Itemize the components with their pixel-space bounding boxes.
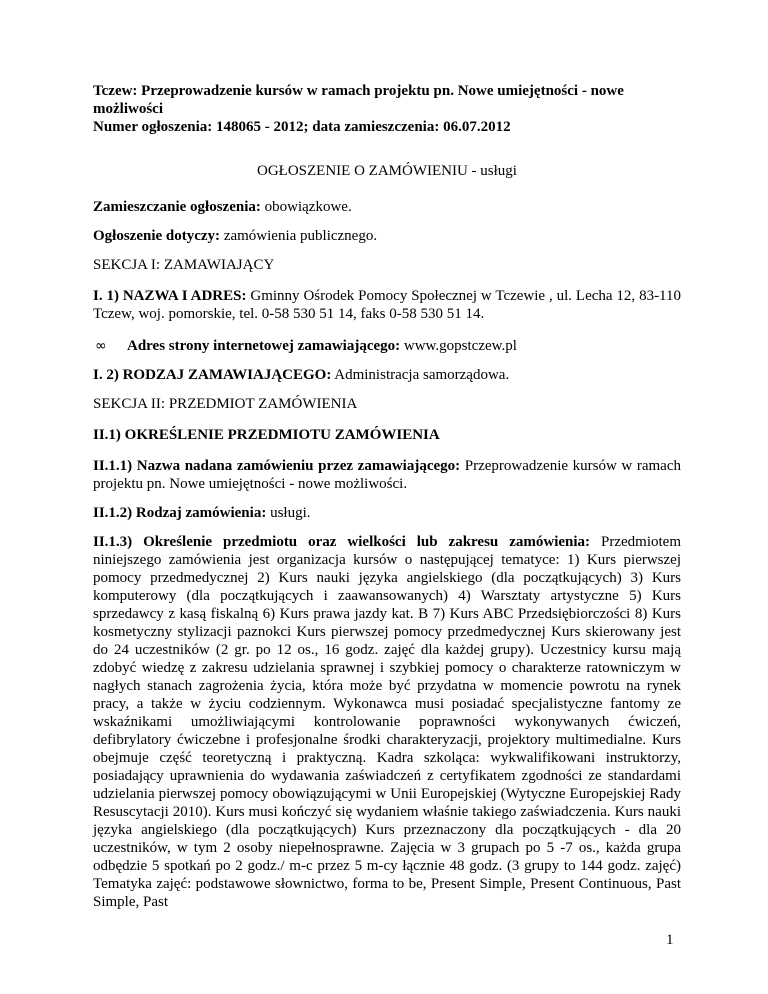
website-item [93, 337, 681, 355]
page-number: 1 [666, 932, 674, 948]
order-scope-paragraph [93, 533, 681, 911]
concerns-label: Ogłoszenie dotyczy: [93, 228, 221, 244]
website-url[interactable]: www.gopstczew.pl [400, 338, 517, 354]
order-scope-label: II.1.3) Określenie przedmiotu oraz wielkości lub zakresu zamówienia: [93, 534, 591, 550]
document-title [93, 82, 681, 136]
website-text [127, 337, 517, 355]
order-type-value: usługi. [266, 505, 311, 521]
infinity-bullet-icon: ∞ [95, 338, 107, 354]
order-name-label: II.1.1) Nazwa nadana zamówieniu przez zamawiającego: [93, 458, 461, 474]
section-1-heading: SEKCJA I: ZAMAWIAJĄCY [93, 257, 275, 273]
concerns-value: zamówienia publicznego. [220, 228, 378, 244]
name-address-label: I. 1) NAZWA I ADRES: [93, 288, 247, 304]
title-line-1: Tczew: Przeprowadzenie kursów w ramach projektu pn. Nowe umiejętności - nowe [93, 83, 624, 99]
notice-number-line: Numer ogłoszenia: 148065 - 2012; data zamieszczenia: 06.07.2012 [93, 119, 511, 135]
contracting-type-value: Administracja samorządowa. [331, 367, 510, 383]
posting-label: Zamieszczanie ogłoszenia: [93, 199, 261, 215]
order-name-value: Przeprowadzenie kursów w ramach projektu pn. Nowe umiejętności - nowe możliwości. [93, 458, 681, 492]
section-2-heading: SEKCJA II: PRZEDMIOT ZAMÓWIENIA [93, 396, 358, 412]
posting-value: obowiązkowe. [260, 199, 352, 215]
contracting-type-label: I. 2) RODZAJ ZAMAWIAJĄCEGO: [93, 367, 332, 383]
document-body [93, 82, 681, 922]
concerns-paragraph [93, 227, 681, 245]
order-type-paragraph [93, 504, 681, 522]
name-address-paragraph [93, 287, 681, 323]
subject-definition-heading [93, 426, 681, 444]
name-address-value: Gminny Ośrodek Pomocy Społecznej w Tczewie , ul. Lecha 12, 83-110 Tczew, woj. pomorskie, tel. 0-58 530 51 14, faks 0-58 530 51 14. [93, 288, 682, 322]
contracting-type-paragraph [93, 366, 681, 384]
subject-definition-heading-text: II.1) OKREŚLENIE PRZEDMIOTU ZAMÓWIENIA [93, 427, 440, 443]
website-label: Adres strony internetowej zamawiającego: [127, 338, 401, 354]
order-name-paragraph [93, 457, 681, 493]
notice-heading: OGŁOSZENIE O ZAMÓWIENIU - usługi [257, 163, 517, 179]
title-line-2: możliwości [93, 101, 163, 117]
order-type-label: II.1.2) Rodzaj zamówienia: [93, 505, 267, 521]
order-scope-value: Przedmiotem niniejszego zamówienia jest organizacja kursów o następującej tematyce: 1) Kurs pierwszej pomocy przedmedycznej 2) Kurs nauki języka angielskiego (dla początkujących) 3) Kurs komputerowy (dla początkujących i zaawansowanych) 4) Warsztaty artystyczne 5) Kurs sprzedawcy z kasą fiskalną 6) Kurs prawa jazdy kat. B 7) Kurs ABC Przedsiębiorczości 8) Kurs kosmetyczny stylizacji paznokci Kurs pierwszej pomocy przedmedycznej Kurs skierowany jest do 24 uczestników (2 gr. po 12 os., 16 godz. zajęć dla każdej grupy). Uczestnicy kursu mają zdobyć wiedzę z zakresu udzielania sprawnej i szybkiej pomocy o charakterze ratowniczym w nagłych stanach zagrożenia życia, która może być przydatna w momencie powrotu na rynek pracy, a także w życiu codziennym. Wykonawca musi posiadać specjalistyczne fantomy ze wskaźnikami umożliwiającymi kontrolowanie poprawności wykonywanych ćwiczeń, defibrylatory ćwiczebne i profesjonalne środki charakteryzacji, projektory multimedialne. Kurs obejmuje część teoretyczną i praktyczną. Kadra szkoląca: wykwalifikowani instruktorzy, posiadający uprawnienia do wydawania zaświadczeń z certyfikatem zgodności ze standardami udzielania pierwszej pomocy obowiązującymi w Unii Europejskiej (Wytyczne Europejskiej Rady Resuscytacji 2010). Kurs musi kończyć się wydaniem właśnie takiego zaświadczenia. Kurs nauki języka angielskiego (dla początkujących) Kurs przeznaczony dla początkujących - dla 20 uczestników, w tym 2 osoby niepełnosprawne. Zajęcia w 3 grupach po 5 -7 os., każda grupa odbędzie 5 spotkań po 2 godz./ m-c przez 5 m-cy łącznie 48 godz. (3 grupy to 144 godz. zajęć) Tematyka zajęć: podstawowe słownictwo, forma to be, Present Simple, Present Continuous, Past Simple, Past [93, 534, 681, 910]
posting-paragraph [93, 198, 681, 216]
